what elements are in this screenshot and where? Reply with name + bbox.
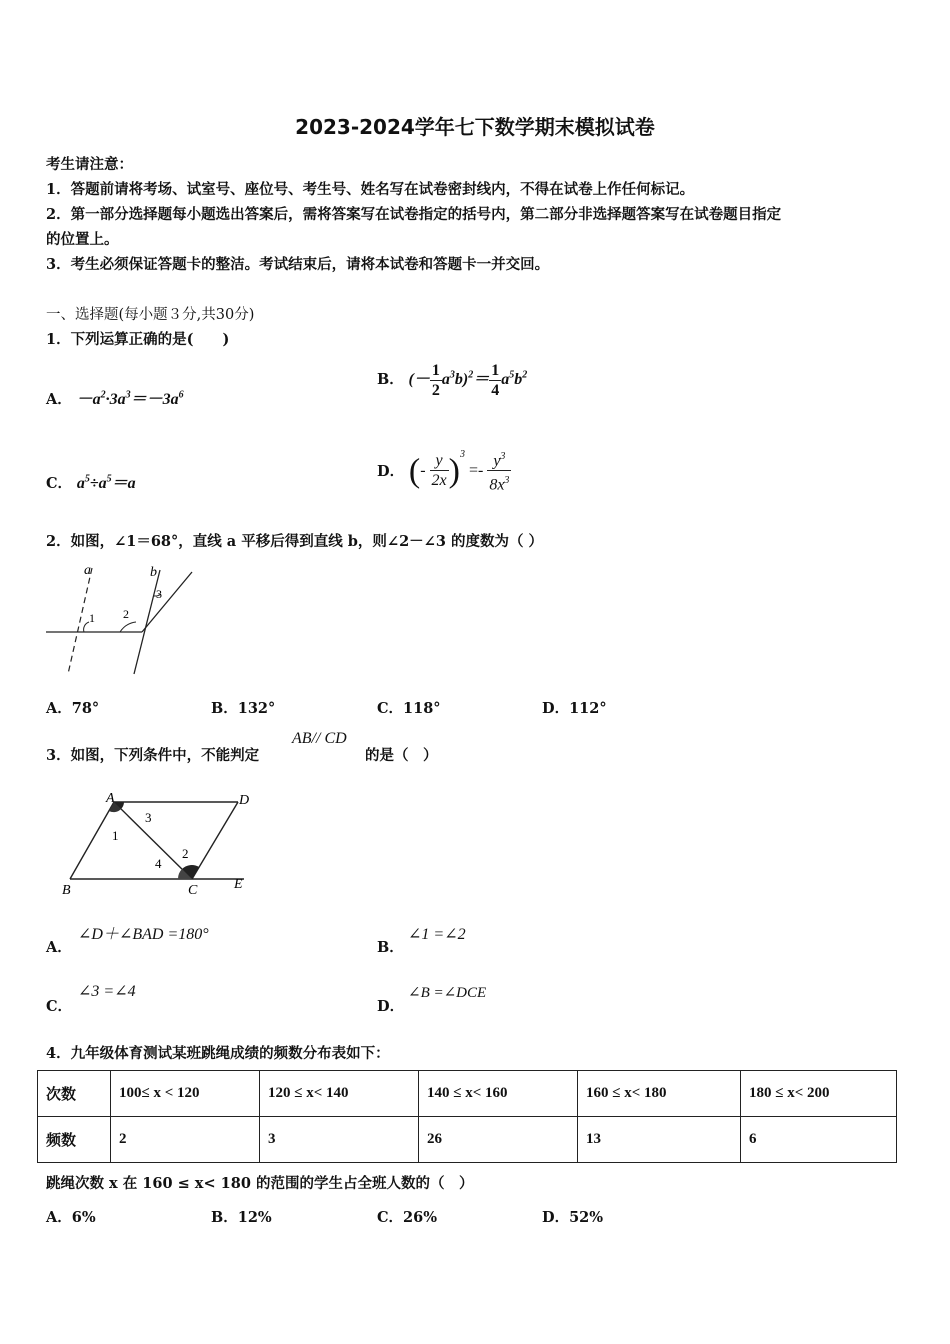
q2-angle2-arc: [120, 622, 136, 632]
q2-stem: 2．如图，∠1＝68°，直线 a 平移后得到直线 b，则∠2－∠3 的度数为（ ）: [46, 533, 544, 550]
q3-label-1: 1: [112, 828, 119, 843]
q3-b-label: B．: [377, 939, 404, 956]
q3-label-A: A: [106, 791, 115, 806]
table-row: [38, 1117, 897, 1163]
frequency-table: [37, 1070, 897, 1163]
notice-line-2a: 2．第一部分选择题每小题选出答案后，需将答案写在试卷指定的括号内，第二部分非选择题答案写在试卷题目指定: [46, 206, 782, 223]
q3-label-E: E: [234, 877, 243, 892]
q4-stem: 4．九年级体育测试某班跳绳成绩的频数分布表如下：: [46, 1045, 390, 1062]
table-cell: 160 ≤ x< 180: [578, 1071, 741, 1117]
q1-a-expression: $-a^2\cdot 3a^3=-3a^6$: [76, 389, 184, 408]
q3-stem-math: AB// CD: [292, 730, 347, 747]
q4-option-d: D．52%: [542, 1209, 604, 1226]
q3-a-label: A．: [46, 939, 72, 956]
q2-slanted-line: [142, 572, 192, 632]
q3-b-math: ∠1 =∠2: [408, 926, 466, 943]
q2-label-a: a: [84, 563, 91, 578]
q1-c-label: C．: [46, 475, 73, 492]
q2-label-1: 1: [89, 611, 95, 625]
q3-label-4: 4: [155, 856, 162, 871]
q3-side-ab: [70, 802, 114, 879]
q2-option-a: A．78°: [46, 700, 100, 717]
q4-option-a: A．6%: [46, 1209, 96, 1226]
q3-diagonal-ac: [114, 802, 192, 879]
q3-label-C: C: [188, 883, 198, 898]
table-cell: 26: [419, 1117, 578, 1163]
notice-line-2b: 的位置上。: [46, 231, 119, 248]
q2-option-d: D．112°: [542, 700, 607, 717]
q3-c-math: ∠3 =∠4: [78, 983, 136, 1000]
q3-stem-prefix: 3．如图，下列条件中，不能判定: [46, 747, 260, 764]
q1-stem: 1．下列运算正确的是( ): [46, 331, 230, 348]
q1-d-expression: (- $\frac{y}{2x}$ )$^3$ =- $\frac{y^3}{8x^3}$: [408, 448, 510, 494]
notice-line-3: 3．考生必须保证答题卡的整洁。考试结束后，请将本试卷和答题卡一并交回。: [46, 256, 550, 273]
q2-label-2: 2: [123, 607, 129, 621]
q1-c-expression: $a^5\div a^5=a$: [76, 473, 136, 492]
q4-option-b: B．12%: [211, 1209, 272, 1226]
table-cell: 次数: [38, 1071, 111, 1117]
q1-option-c: [46, 470, 136, 493]
q1-option-b: [377, 361, 527, 400]
table-cell: 2: [111, 1117, 260, 1163]
page-title: 2023-2024学年七下数学期末模拟试卷: [295, 115, 655, 139]
q2-label-b: b: [150, 565, 157, 580]
table-cell: 3: [260, 1117, 419, 1163]
q3-a-math: ∠D＋∠BAD =180°: [78, 926, 209, 943]
q3-figure: [58, 788, 258, 900]
q3-label-D: D: [239, 793, 250, 808]
q2-option-b: B．132°: [211, 700, 276, 717]
q3-d-math: ∠B =∠DCE: [408, 985, 487, 1001]
table-cell: 频数: [38, 1117, 111, 1163]
q1-a-label: A．: [46, 391, 72, 408]
q1-option-a: [46, 386, 184, 409]
q3-side-dc: [192, 802, 238, 879]
q3-c-label: C．: [46, 998, 73, 1015]
q2-option-c: C．118°: [377, 700, 441, 717]
q4-option-c: C．26%: [377, 1209, 437, 1226]
notice-heading: 考生请注意：: [46, 156, 133, 173]
table-cell: 120 ≤ x< 140: [260, 1071, 419, 1117]
q3-label-B: B: [62, 883, 71, 898]
q4-question: 跳绳次数 x 在 160 ≤ x< 180 的范围的学生占全班人数的（ ）: [46, 1175, 474, 1192]
table-cell: 100≤ x < 120: [111, 1071, 260, 1117]
table-cell: 6: [741, 1117, 897, 1163]
q2-label-3: 3: [156, 587, 162, 601]
q1-b-expression: (－ $\frac{1}{2}$ $a^3b)^2=$ $\frac{1}{4}$ $a^5b^2$: [408, 362, 528, 399]
q1-option-d: [377, 447, 511, 495]
q3-stem-suffix: 的是（ ）: [365, 747, 438, 764]
q2-figure: [42, 560, 202, 680]
table-cell: 13: [578, 1117, 741, 1163]
q1-b-label: B．: [377, 371, 404, 389]
q3-label-3: 3: [145, 810, 152, 825]
q3-d-label: D．: [377, 998, 405, 1015]
q2-line-b: [134, 570, 160, 674]
notice-line-1: 1．答题前请将考场、试室号、座位号、考生号、姓名写在试卷密封线内，不得在试卷上作任何标记。: [46, 181, 695, 198]
section-heading: 一、选择题(每小题３分,共30分): [46, 307, 255, 323]
table-cell: 180 ≤ x< 200: [741, 1071, 897, 1117]
table-cell: 140 ≤ x< 160: [419, 1071, 578, 1117]
table-row: [38, 1071, 897, 1117]
q3-label-2: 2: [182, 846, 189, 861]
q1-d-label: D．: [377, 463, 405, 480]
